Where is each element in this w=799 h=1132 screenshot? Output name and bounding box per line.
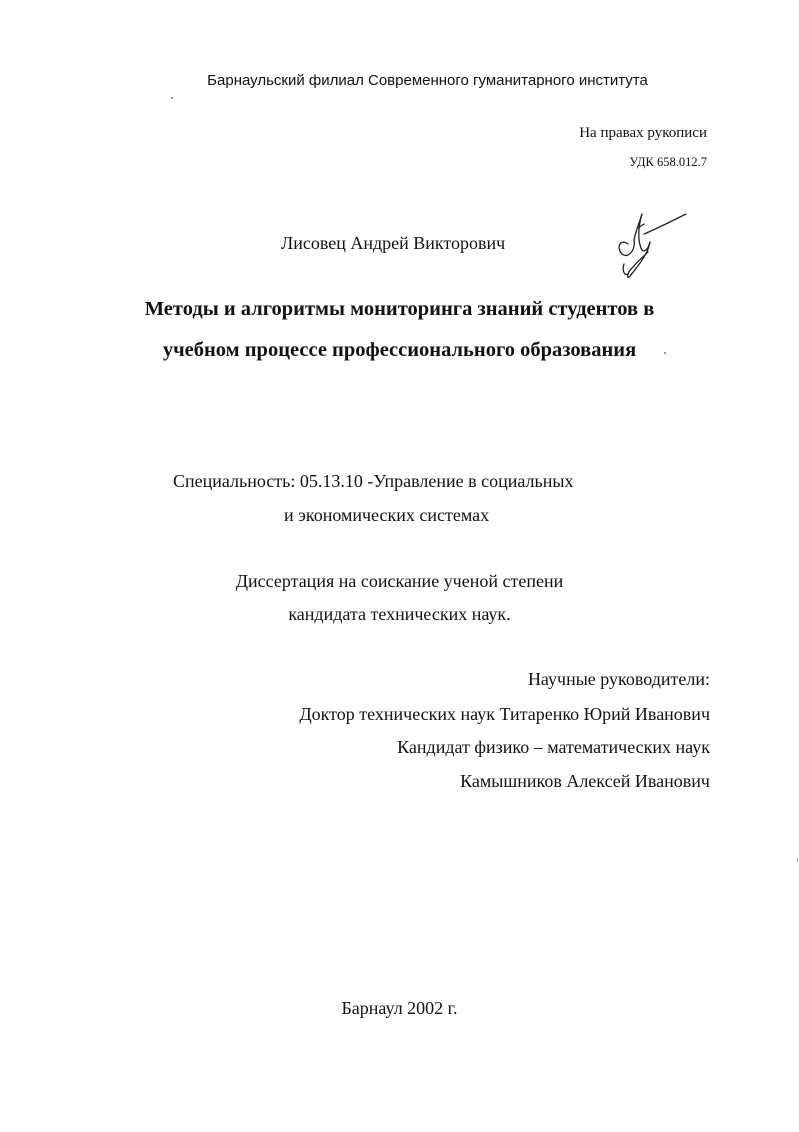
advisor-2-degree: Кандидат физико – математических наук bbox=[397, 737, 710, 757]
institution-name: Барнаульский филиал Современного гуманитарного института bbox=[207, 72, 648, 89]
udk-code: УДК 658.012.7 bbox=[629, 155, 707, 169]
specialty-line-1: Специальность: 05.13.10 -Управление в социальных bbox=[173, 471, 574, 491]
signature-icon bbox=[608, 204, 690, 284]
dissertation-title-line-1: Методы и алгоритмы мониторинга знаний студентов в bbox=[144, 298, 655, 320]
scan-speck bbox=[171, 97, 173, 99]
scan-speck bbox=[797, 858, 798, 861]
specialty-line-2: и экономических системах bbox=[284, 505, 490, 525]
manuscript-rights-label: На правах рукописи bbox=[579, 125, 707, 141]
advisor-1: Доктор технических наук Титаренко Юрий Иванович bbox=[299, 704, 710, 724]
advisors-heading: Научные руководители: bbox=[527, 669, 710, 689]
degree-statement-line-2: кандидата технических наук. bbox=[288, 604, 511, 624]
author-name: Лисовец Андрей Викторович bbox=[281, 233, 506, 253]
scan-speck bbox=[664, 352, 666, 354]
dissertation-title-line-2: учебном процессе профессионального образования bbox=[162, 339, 637, 361]
advisor-2-name: Камышников Алексей Иванович bbox=[460, 771, 710, 791]
city-year: Барнаул 2002 г. bbox=[341, 998, 458, 1018]
degree-statement-line-1: Диссертация на соискание ученой степени bbox=[235, 571, 564, 591]
